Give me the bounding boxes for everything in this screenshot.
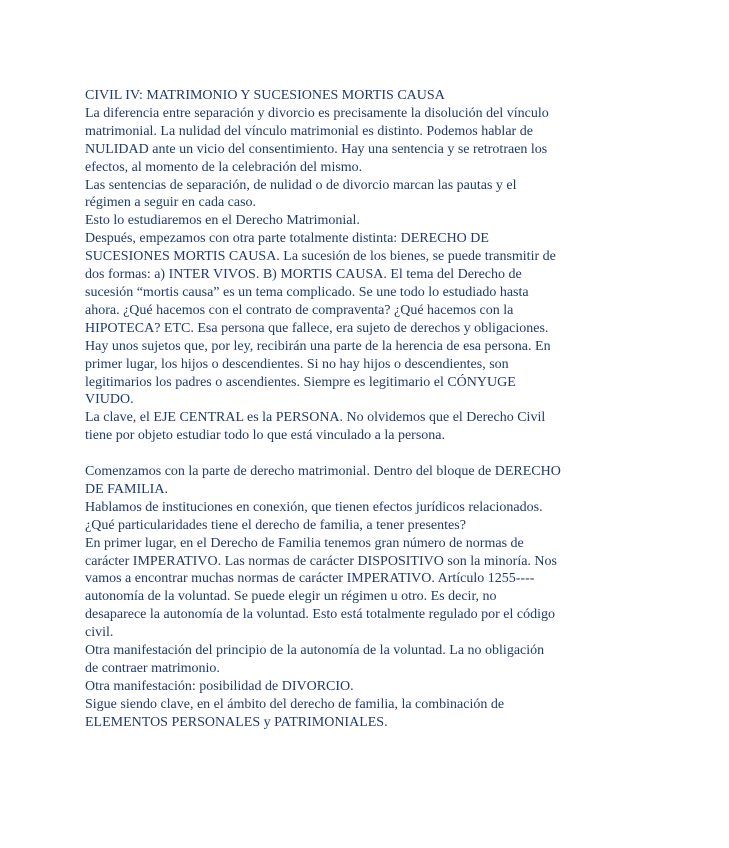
text-line: Las sentencias de separación, de nulidad o de divorcio marcan las pautas y el <box>85 177 517 193</box>
text-line: En primer lugar, en el Derecho de Familia tenemos gran número de normas de <box>85 535 524 551</box>
text-line: Hablamos de instituciones en conexión, que tienen efectos jurídicos relacionados. <box>85 499 543 515</box>
text-line: Hay unos sujetos que, por ley, recibirán una parte de la herencia de esa persona. En <box>85 338 551 354</box>
text-line: La diferencia entre separación y divorcio es precisamente la disolución del vínculo <box>85 105 549 121</box>
text-line: Comenzamos con la parte de derecho matrimonial. Dentro del bloque de DERECHO <box>85 464 561 480</box>
text-line: SUCESIONES MORTIS CAUSA. La sucesión de los bienes, se puede transmitir de <box>85 249 556 265</box>
text-line: primer lugar, los hijos o descendientes. Si no hay hijos o descendientes, son <box>85 356 509 372</box>
text-line: legitimarios los padres o ascendientes. Siempre es legitimario el CÓNYUGE <box>85 374 516 390</box>
text-line: NULIDAD ante un vicio del consentimiento. Hay una sentencia y se retrotraen los <box>85 141 548 157</box>
text-line: efectos, al momento de la celebración del mismo. <box>85 159 363 175</box>
text-line: régimen a seguir en cada caso. <box>85 195 257 211</box>
text-line: Sigue siendo clave, en el ámbito del derecho de familia, la combinación de <box>85 696 505 712</box>
text-line: ELEMENTOS PERSONALES y PATRIMONIALES. <box>85 714 388 730</box>
text-line: Otra manifestación: posibilidad de DIVORCIO. <box>85 678 354 694</box>
text-line: autonomía de la voluntad. Se puede elegir un régimen u otro. Es decir, no <box>85 589 497 605</box>
text-line: Esto lo estudiaremos en el Derecho Matrimonial. <box>85 213 360 229</box>
text-line: Después, empezamos con otra parte totalmente distinta: DERECHO DE <box>85 231 489 247</box>
text-line: matrimonial. La nulidad del vínculo matrimonial es distinto. Podemos hablar de <box>85 123 533 139</box>
text-line: dos formas: a) INTER VIVOS. B) MORTIS CAUSA. El tema del Derecho de <box>85 267 522 283</box>
document-title: CIVIL IV: MATRIMONIO Y SUCESIONES MORTIS CAUSA <box>85 88 445 103</box>
blank-line <box>85 445 645 463</box>
text-line: civil. <box>85 625 114 641</box>
text-line: La clave, el EJE CENTRAL es la PERSONA. No olvidemos que el Derecho Civil <box>85 410 546 426</box>
document-page <box>85 87 645 732</box>
text-line: desaparece la autonomía de la voluntad. Esto está totalmente regulado por el código <box>85 607 555 623</box>
text-line: HIPOTECA? ETC. Esa persona que fallece, era sujeto de derechos y obligaciones. <box>85 320 549 336</box>
text-line: tiene por objeto estudiar todo lo que está vinculado a la persona. <box>85 428 446 444</box>
text-line: de contraer matrimonio. <box>85 660 220 676</box>
text-line: DE FAMILIA. <box>85 481 168 497</box>
text-line: ahora. ¿Qué hacemos con el contrato de compraventa? ¿Qué hacemos con la <box>85 302 514 318</box>
text-line: vamos a encontrar muchas normas de carácter IMPERATIVO. Artículo 1255---- <box>85 571 535 587</box>
text-line: sucesión “mortis causa” es un tema complicado. Se une todo lo estudiado hasta <box>85 284 529 300</box>
text-line: VIUDO. <box>85 392 134 408</box>
text-line: ¿Qué particularidades tiene el derecho de familia, a tener presentes? <box>85 517 466 533</box>
text-line: carácter IMPERATIVO. Las normas de carácter DISPOSITIVO son la minoría. Nos <box>85 553 557 569</box>
text-line: Otra manifestación del principio de la autonomía de la voluntad. La no obligación <box>85 643 545 659</box>
